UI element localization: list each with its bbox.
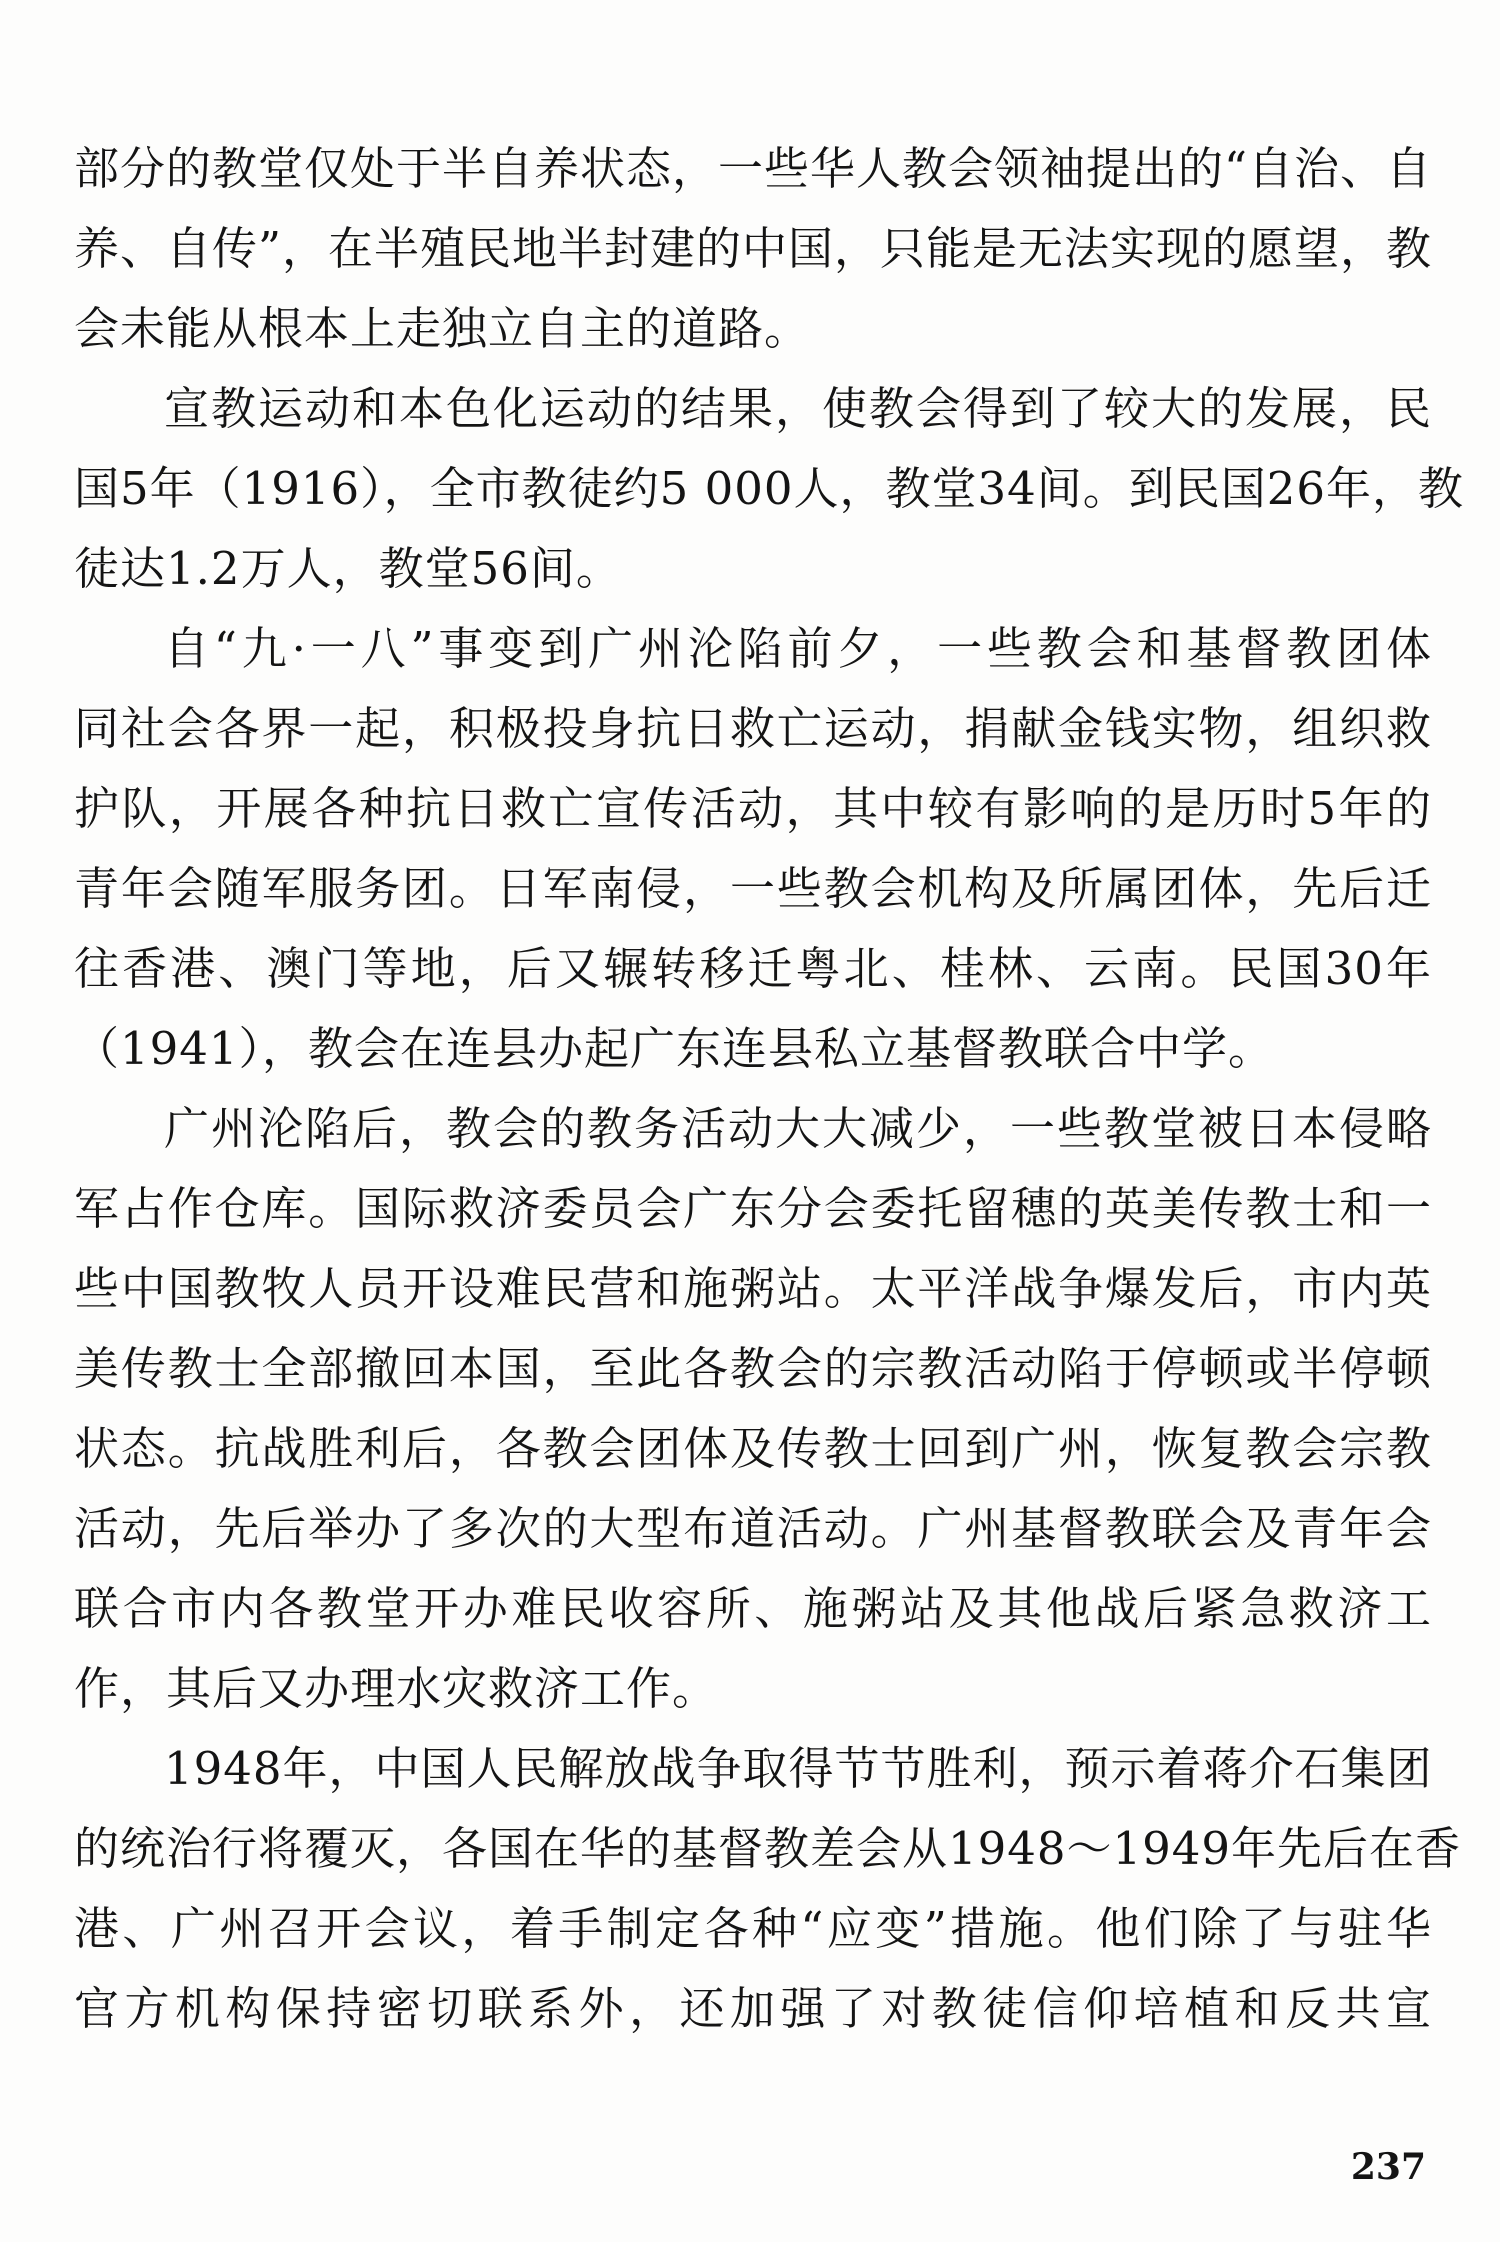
text-line: [74, 768, 1432, 848]
text-line: [74, 1568, 1432, 1648]
line-text: 青年会随军服务团。日军南侵，一些教会机构及所属团体，先后迁: [74, 861, 1432, 915]
line-text: 会未能从根本上走独立自主的道路。: [74, 301, 811, 355]
line-text: 作，其后又办理水灾救济工作。: [74, 1661, 719, 1715]
text-line: [74, 1888, 1432, 1968]
line-text: 的统治行将覆灭，各国在华的基督教差会从1948～1949年先后在香: [74, 1821, 1462, 1875]
body-text: [74, 128, 1465, 2048]
line-text: 部分的教堂仅处于半自养状态，一些华人教会领袖提出的“自治、自: [74, 141, 1433, 195]
text-line: [74, 1328, 1432, 1408]
text-line: [74, 688, 1432, 768]
text-line: [74, 1808, 1462, 1888]
text-line: [74, 128, 1432, 208]
line-text: 往香港、澳门等地，后又辗转移迁粤北、桂林、云南。民国30年: [74, 941, 1432, 995]
line-text: 些中国教牧人员开设难民营和施粥站。太平洋战争爆发后，市内英: [74, 1261, 1432, 1315]
text-line: [74, 1248, 1432, 1328]
text-line: [74, 528, 1432, 608]
line-text: 港、广州召开会议，着手制定各种“应变”措施。他们除了与驻华: [74, 1901, 1432, 1955]
text-line: [74, 208, 1432, 288]
text-line: [74, 608, 1432, 688]
text-line: [74, 1728, 1432, 1808]
page-number: 237: [1350, 2146, 1426, 2188]
line-text: （1941），教会在连县办起广东连县私立基督教联合中学。: [74, 1021, 1275, 1075]
line-text: 广州沦陷后，教会的教务活动大大减少，一些教堂被日本侵略: [164, 1101, 1432, 1155]
text-line: [74, 928, 1432, 1008]
line-text: 自“九·一八”事变到广州沦陷前夕，一些教会和基督教团体: [164, 621, 1432, 675]
line-text: 军占作仓库。国际救济委员会广东分会委托留穗的英美传教士和一: [74, 1181, 1432, 1235]
text-line: [74, 288, 1432, 368]
line-text: 宣教运动和本色化运动的结果，使教会得到了较大的发展，民: [164, 381, 1432, 435]
line-text: 联合市内各教堂开办难民收容所、施粥站及其他战后紧急救济工: [74, 1581, 1432, 1635]
line-text: 养、自传”，在半殖民地半封建的中国，只能是无法实现的愿望，教: [74, 221, 1433, 275]
line-text: 活动，先后举办了多次的大型布道活动。广州基督教联会及青年会: [74, 1501, 1432, 1555]
text-line: [74, 1968, 1432, 2048]
line-text: 官方机构保持密切联系外，还加强了对教徒信仰培植和反共宣: [74, 1981, 1432, 2035]
line-text: 状态。抗战胜利后，各教会团体及传教士回到广州，恢复教会宗教: [74, 1421, 1432, 1475]
line-text: 同社会各界一起，积极投身抗日救亡运动，捐献金钱实物，组织救: [74, 701, 1432, 755]
line-text: 护队，开展各种抗日救亡宣传活动，其中较有影响的是历时5年的: [74, 781, 1432, 835]
text-line: [74, 368, 1432, 448]
text-line: [74, 1408, 1432, 1488]
text-line: [74, 1008, 1432, 1088]
text-line: [74, 1488, 1432, 1568]
text-line: [74, 1088, 1432, 1168]
line-text: 徒达1.2万人，教堂56间。: [74, 541, 622, 595]
text-line: [74, 1168, 1432, 1248]
line-text: 美传教士全部撤回本国，至此各教会的宗教活动陷于停顿或半停顿: [74, 1341, 1432, 1395]
line-text: 国5年（1916），全市教徒约5 000人，教堂34间。到民国26年，教: [74, 461, 1465, 515]
line-text: 1948年，中国人民解放战争取得节节胜利，预示着蒋介石集团: [164, 1741, 1433, 1795]
text-line: [74, 1648, 1432, 1728]
text-line: [74, 448, 1465, 528]
text-line: [74, 848, 1432, 928]
